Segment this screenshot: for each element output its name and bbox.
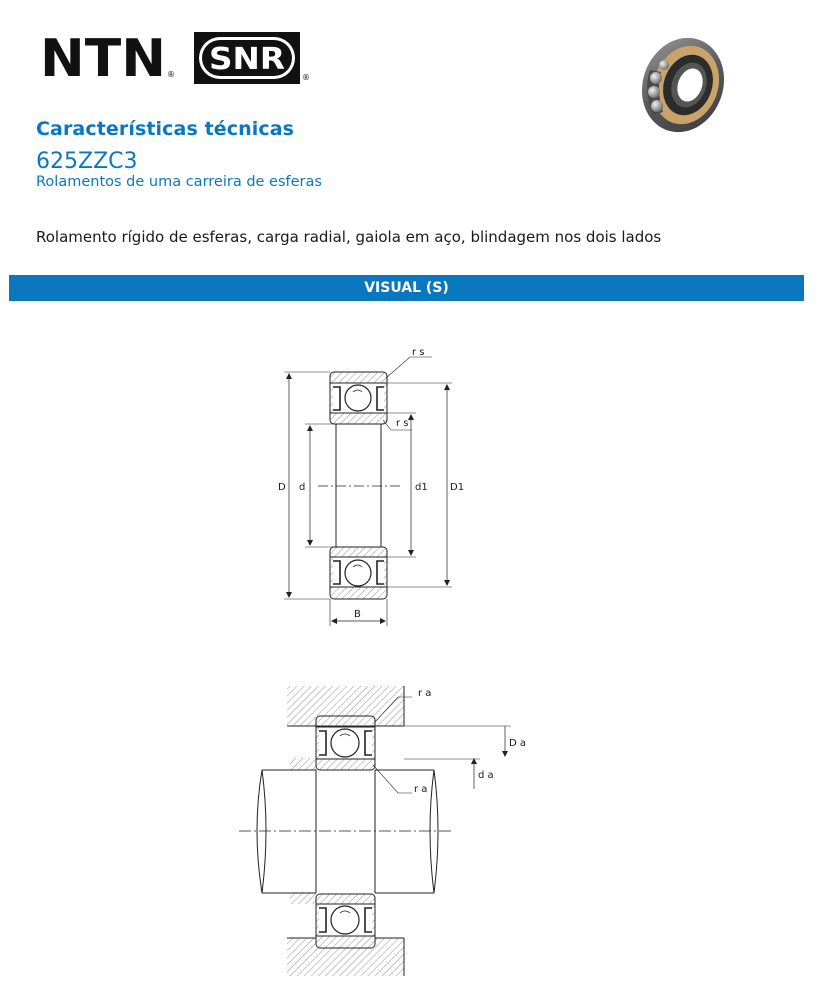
dim-label-ra-top: r a — [418, 688, 432, 699]
dim-label-B: B — [354, 609, 361, 620]
dim-label-D: D — [278, 482, 286, 493]
section-header-label: VISUAL (S) — [364, 280, 449, 296]
bearing-top-section — [330, 372, 387, 424]
page-title: Características técnicas — [36, 118, 295, 140]
ntn-logo-text: NTN — [40, 32, 166, 82]
svg-text:®: ® — [302, 73, 310, 82]
dim-label-rs-inner: r s — [396, 418, 409, 429]
dim-label-da: d a — [478, 770, 494, 781]
svg-text:®: ® — [167, 70, 175, 79]
bearing-bottom-section — [330, 547, 387, 599]
product-code: 625ZZC3 — [36, 149, 138, 174]
product-subtitle: Rolamentos de uma carreira de esferas — [36, 174, 322, 190]
bottom-drawing-labels — [414, 688, 526, 795]
product-description: Rolamento rígido de esferas, carga radial, gaiola em aço, blindagem nos dois lados — [36, 228, 662, 246]
dim-label-d1: d1 — [415, 482, 428, 493]
dim-label-d: d — [299, 482, 306, 493]
dim-label-rs-outer: r s — [412, 347, 425, 358]
dim-label-ra-bottom: r a — [414, 784, 428, 795]
snr-logo-text: SNR — [209, 42, 285, 77]
mounting-drawing — [239, 686, 511, 976]
dim-label-Da: D a — [509, 738, 527, 749]
dim-label-D1: D1 — [450, 482, 465, 493]
